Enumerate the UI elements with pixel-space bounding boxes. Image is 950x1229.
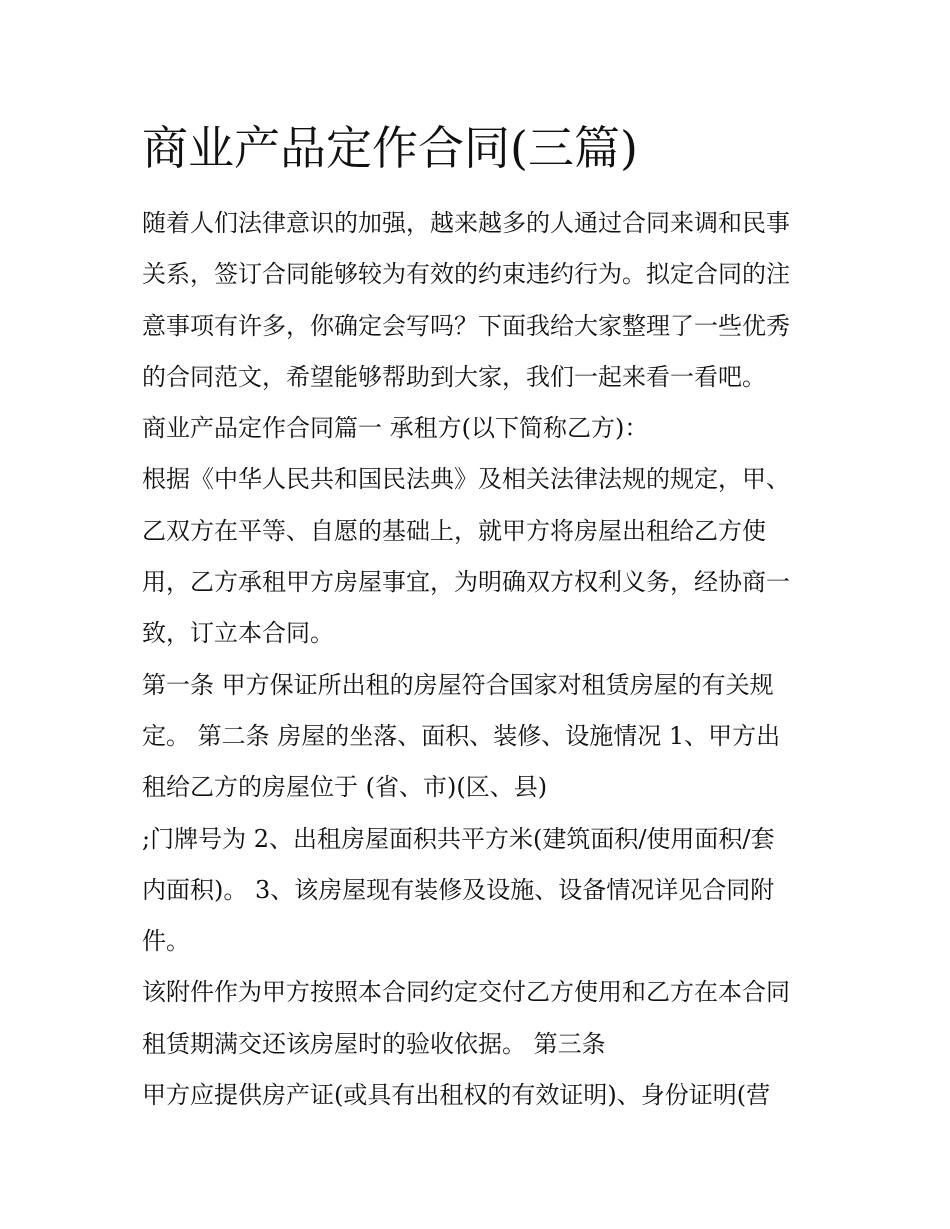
body-line: ;门牌号为 2、出租房屋面积共平方米(建筑面积/使用面积/套 bbox=[142, 824, 775, 853]
body-line: 随着人们法律意识的加强，越来越多的人通过合同来调和民事 bbox=[142, 209, 790, 237]
body-line: 意事项有许多，你确定会写吗？下面我给大家整理了一些优秀 bbox=[142, 311, 790, 340]
document-body bbox=[142, 198, 822, 1121]
body-line: 关系，签订合同能够较为有效的约束违约行为。拟定合同的注 bbox=[142, 260, 790, 289]
body-line: 租给乙方的房屋位于 (省、市)(区、县) bbox=[142, 773, 548, 802]
body-line: 件。 bbox=[142, 927, 190, 956]
document-title: 商业产品定作合同(三篇) bbox=[142, 121, 638, 175]
body-line: 根据《中华人民共和国民法典》及相关法律法规的规定，甲、 bbox=[142, 465, 790, 494]
body-line: 该附件作为甲方按照本合同约定交付乙方使用和乙方在本合同 bbox=[142, 978, 790, 1007]
body-line: 内面积)。 3、该房屋现有装修及设施、设备情况详见合同附 bbox=[142, 875, 775, 904]
body-line: 乙双方在平等、自愿的基础上，就甲方将房屋出租给乙方使 bbox=[142, 516, 766, 545]
body-line: 甲方应提供房产证(或具有出租权的有效证明)、身份证明(营 bbox=[142, 1081, 771, 1110]
body-line: 租赁期满交还该房屋时的验收依据。 第三条 bbox=[142, 1029, 606, 1058]
body-line: 用，乙方承租甲方房屋事宜，为明确双方权利义务，经协商一 bbox=[142, 568, 790, 597]
body-line: 定。 第二条 房屋的坐落、面积、装修、设施情况 1、甲方出 bbox=[142, 721, 781, 750]
body-line: 致，订立本合同。 bbox=[142, 619, 334, 648]
body-line: 商业产品定作合同篇一 承租方(以下简称乙方)： bbox=[142, 414, 649, 443]
body-line: 第一条 甲方保证所出租的房屋符合国家对租赁房屋的有关规 bbox=[142, 670, 774, 699]
body-line: 的合同范文，希望能够帮助到大家，我们一起来看一看吧。 bbox=[142, 362, 766, 391]
